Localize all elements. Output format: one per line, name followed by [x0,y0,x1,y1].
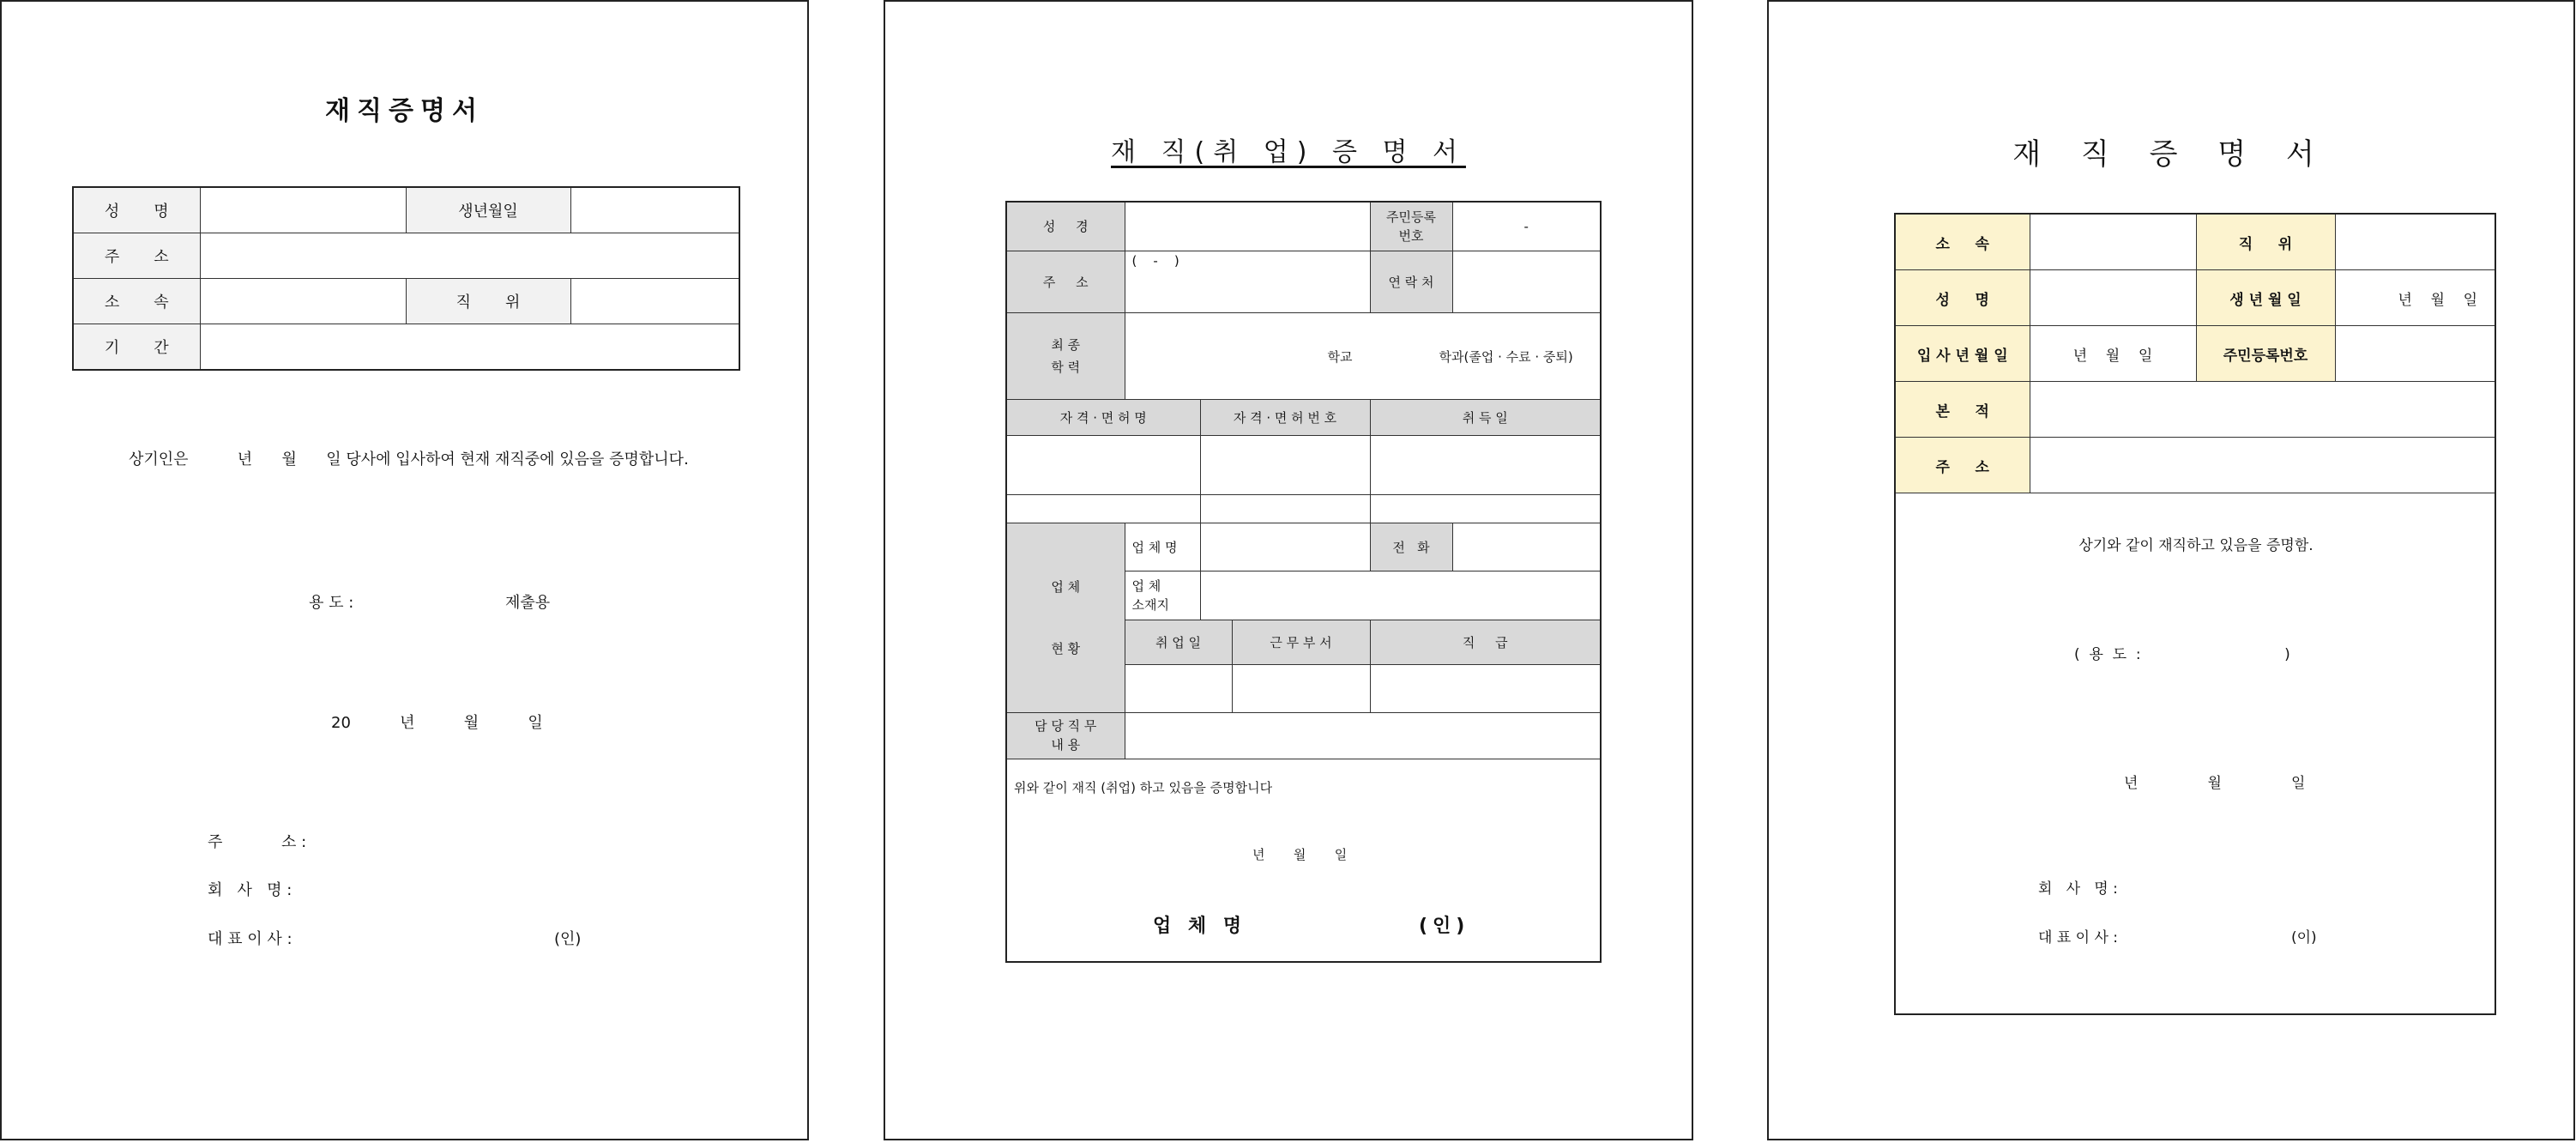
domicile-label: 본 적 [1895,382,2030,438]
seal-mark: (인) [554,930,582,948]
purpose-line: ( 용 도 : ) [2074,646,2290,663]
license-no-cell[interactable] [1200,435,1370,494]
license-no-cell[interactable] [1200,494,1370,523]
seal-mark: (이) [2291,929,2317,946]
company-location-label: 업 체 소재지 [1125,571,1200,620]
company-name-label: 업 체 명 [1125,523,1200,571]
rrn-field[interactable]: - [1452,202,1601,251]
period-label: 기 간 [73,324,200,371]
sig-address-label: 주 소 : [208,833,307,851]
employee-info-table [72,186,740,371]
rank-header: 직 급 [1370,620,1601,664]
birth-field[interactable] [570,187,739,233]
address-label: 주 소 [1895,438,2030,493]
name-field[interactable] [2030,270,2196,326]
name-field[interactable] [1125,202,1370,251]
acquired-date-cell[interactable] [1370,435,1601,494]
company-status-label: 업 체 현 황 [1006,523,1125,712]
sig-ceo-label: 대 표 이 사 : [2038,929,2119,946]
duty-label: 담 당 직 무 내 용 [1006,712,1125,759]
license-name-cell[interactable] [1006,494,1200,523]
rrn-field[interactable] [2335,326,2495,382]
address-label: 주 소 [1006,251,1125,312]
dept-field[interactable] [2030,214,2196,270]
dept-label: 소 속 [73,279,200,324]
join-date-label: 입 사 년 월 일 [1895,326,2030,382]
address-field[interactable] [200,233,739,279]
address-field[interactable] [2030,438,2495,493]
license-name-cell[interactable] [1006,435,1200,494]
date-line: 년 월 일 [1252,846,1348,862]
address-label: 주 소 [73,233,200,279]
employee-info-table [1894,213,2496,1015]
certification-area [1006,759,1601,962]
statement-text: 상기인은 년 월 일 당사에 입사하여 현재 재직중에 있음을 증명합니다. [129,451,689,469]
date-line: 20 년 월 일 [331,714,543,732]
company-location-field[interactable] [1200,571,1601,620]
birth-field[interactable]: 년 월 일 [2335,270,2495,326]
work-dept-cell[interactable] [1232,664,1370,712]
acquired-date-cell[interactable] [1370,494,1601,523]
contact-label: 연 락 처 [1370,251,1452,312]
position-label: 직 위 [2196,214,2335,270]
company-sig-label: 업 체 명 [1153,915,1247,937]
contact-field[interactable] [1452,251,1601,312]
position-field[interactable] [570,279,739,324]
statement-text: 상기와 같이 재직하고 있음을 증명함. [2078,537,2314,554]
company-name-field[interactable] [1200,523,1370,571]
rank-cell[interactable] [1370,664,1601,712]
birth-label: 생년월일 [406,187,570,233]
form-title: 재직증명서 [325,96,484,126]
certification-area [1895,493,2495,1015]
join-date-header: 취 업 일 [1125,620,1232,664]
sig-company-label: 회 사 명 : [208,881,293,899]
phone-field[interactable] [1452,523,1601,571]
phone-label: 전 화 [1370,523,1452,571]
position-label: 직 위 [406,279,570,324]
sig-company-label: 회 사 명 : [2038,880,2118,898]
period-field[interactable] [200,324,739,371]
acquired-date-header: 취 득 일 [1370,399,1601,435]
join-date-field[interactable]: 년 월 일 [2030,326,2196,382]
name-label: 성 경 [1006,202,1125,251]
education-label: 최 종 학 력 [1006,312,1125,399]
certificate-form-3 [1767,0,2575,1140]
birth-label: 생 년 월 일 [2196,270,2335,326]
name-label: 성 명 [73,187,200,233]
name-label: 성 명 [1895,270,2030,326]
purpose-value: 제출용 [505,594,551,612]
form-title: 재 직 증 명 서 [2012,137,2330,172]
employment-info-table [1005,201,1602,963]
form-title: 재 직(취 업) 증 명 서 [1111,137,1466,167]
rrn-label: 주민등록 번호 [1370,202,1452,251]
work-dept-header: 근 무 부 서 [1232,620,1370,664]
position-field[interactable] [2335,214,2495,270]
education-field[interactable] [1125,312,1601,399]
purpose-label: 용 도 : [309,594,354,612]
major-suffix: 학과(졸업 · 수료 · 중퇴) [1439,348,1573,365]
seal-mark: (인) [1419,915,1470,937]
school-suffix: 학교 [1327,348,1353,365]
duty-field[interactable] [1125,712,1601,759]
address-field[interactable] [1125,251,1370,312]
statement-text: 위와 같이 재직 (취업) 하고 있음을 증명합니다 [1014,779,1273,795]
name-field[interactable] [200,187,406,233]
certificate-form-1 [0,0,809,1140]
dept-label: 소 속 [1895,214,2030,270]
date-line: 년 월 일 [2124,775,2306,792]
join-date-cell[interactable] [1125,664,1232,712]
sig-ceo-label: 대 표 이 사 : [208,930,293,948]
certificate-form-2 [884,0,1693,1140]
license-name-header: 자 격 · 면 허 명 [1006,399,1200,435]
license-no-header: 자 격 · 면 허 번 호 [1200,399,1370,435]
rrn-label: 주민등록번호 [2196,326,2335,382]
dept-field[interactable] [200,279,406,324]
postal-code-paren: ( - ) [1131,252,1179,269]
domicile-field[interactable] [2030,382,2495,438]
